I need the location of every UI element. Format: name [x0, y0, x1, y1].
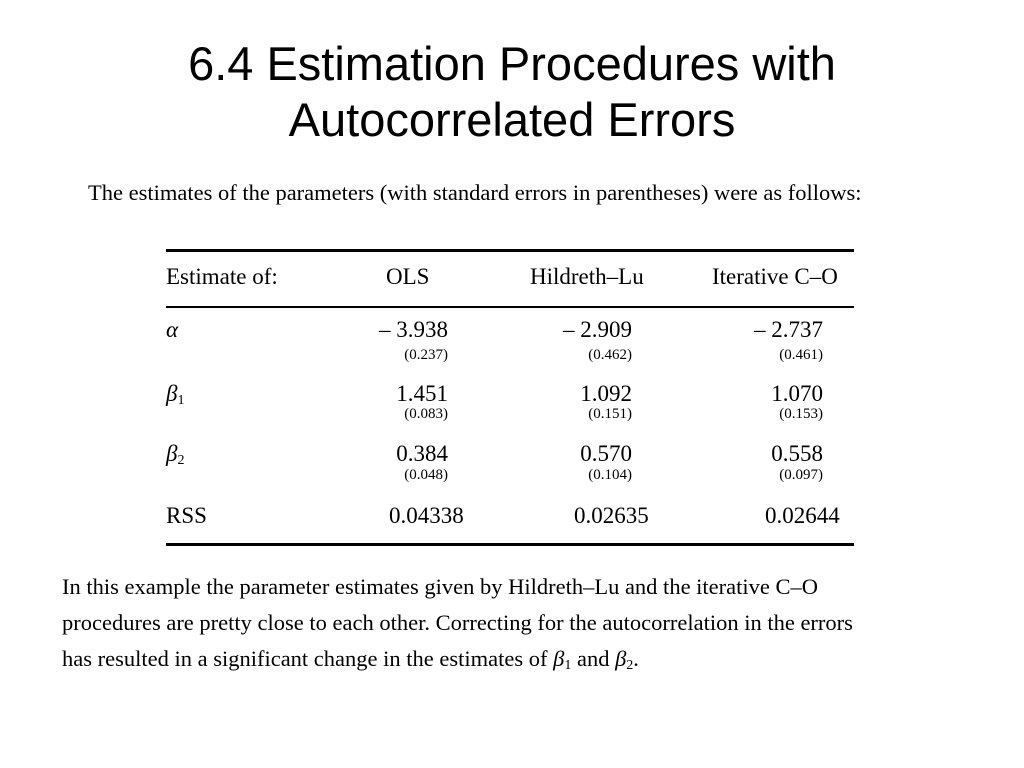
- standard-error: (0.461): [779, 347, 823, 363]
- intro-text: The estimates of the parameters (with standard errors in parentheses) were as follows:: [88, 180, 862, 205]
- standard-error: (0.097): [779, 467, 823, 483]
- table-cell: 1.451: [396, 381, 448, 406]
- paragraph-line-1: In this example the parameter estimates given by Hildreth–Lu and the iterative C–O: [62, 574, 819, 599]
- table-cell: 0.570: [580, 441, 632, 466]
- paragraph-line-3: has resulted in a significant change in the estimates of $\beta_1$ and $\beta_2$.: [62, 646, 639, 673]
- standard-error: (0.153): [779, 406, 823, 422]
- table-cell: – 2.909: [563, 317, 632, 342]
- header-hildreth-lu: Hildreth–Lu: [530, 264, 644, 289]
- row-label-beta-2: $\beta_2$: [166, 441, 185, 468]
- conclusion-paragraph: [62, 569, 972, 684]
- slide-title: [0, 36, 1024, 148]
- row-label-alpha: α: [166, 317, 179, 342]
- table-header-rule: [166, 306, 854, 308]
- standard-error: (0.462): [588, 347, 632, 363]
- table-cell: 0.04338: [389, 503, 464, 528]
- standard-error: (0.104): [588, 467, 632, 483]
- table-cell: 0.558: [771, 441, 823, 466]
- slide-title-line-2: Autocorrelated Errors: [288, 93, 736, 146]
- header-estimate-of: Estimate of:: [166, 264, 278, 289]
- table-cell: 0.02644: [765, 503, 840, 528]
- row-label-rss: RSS: [166, 503, 207, 528]
- standard-error: (0.237): [404, 347, 448, 363]
- standard-error: (0.083): [404, 406, 448, 422]
- table-cell: 1.070: [771, 381, 823, 406]
- standard-error: (0.048): [404, 467, 448, 483]
- slide-title-line-1: 6.4 Estimation Procedures with: [188, 37, 836, 90]
- table-cell: – 3.938: [379, 317, 448, 342]
- row-label-beta-1: $\beta_1$: [166, 381, 185, 408]
- table-top-rule: [166, 249, 854, 252]
- header-ols: OLS: [386, 264, 430, 289]
- standard-error: (0.151): [588, 406, 632, 422]
- table-cell: 0.384: [396, 441, 448, 466]
- table-cell: 0.02635: [574, 503, 649, 528]
- header-iterative-co: Iterative C–O: [712, 264, 838, 289]
- table-cell: – 2.737: [754, 317, 823, 342]
- table-cell: 1.092: [580, 381, 632, 406]
- table-bottom-rule: [166, 543, 854, 546]
- paragraph-line-2: procedures are pretty close to each other. Correcting for the autocorrelation in the errors: [62, 610, 853, 635]
